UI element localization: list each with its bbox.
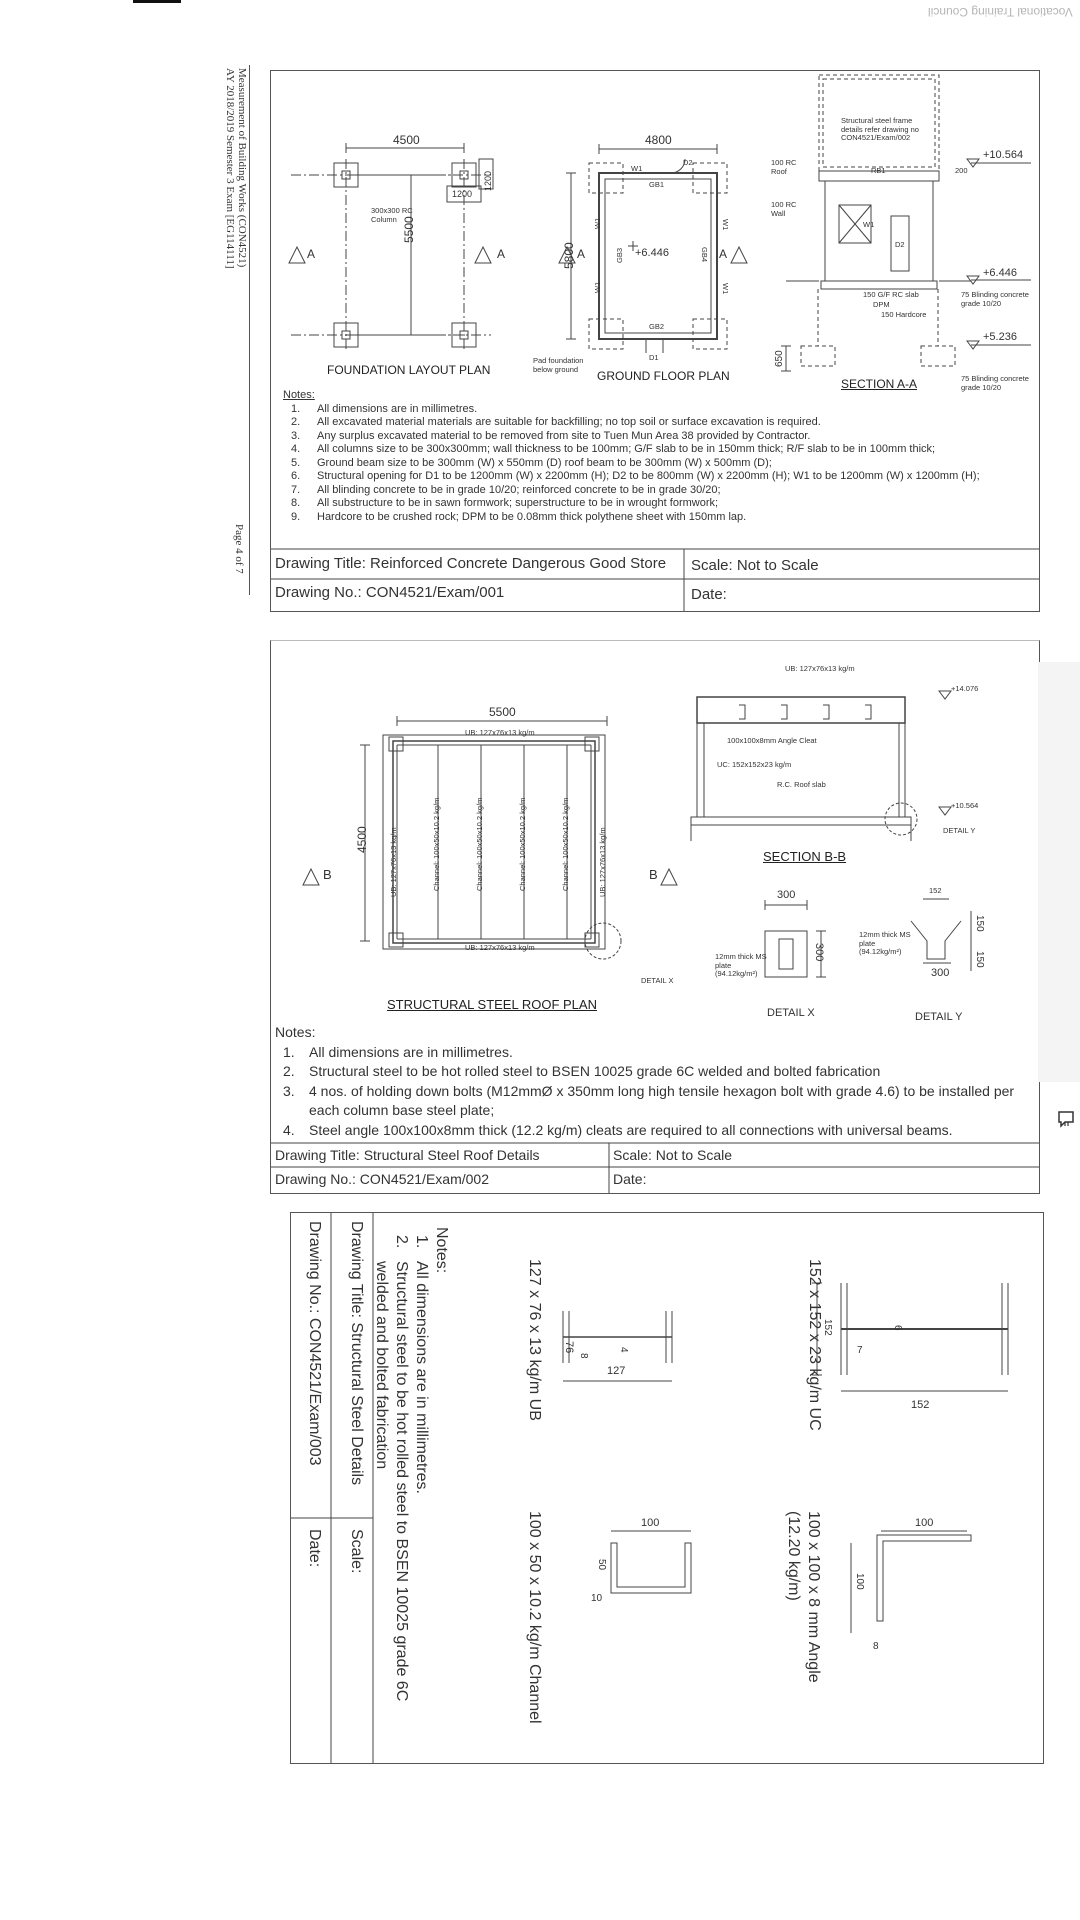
ground-gb2: GB2 — [649, 322, 665, 331]
note-number: 4. — [291, 443, 301, 455]
notes-list — [283, 403, 1023, 525]
detail-x-dim-v: 300 — [813, 943, 825, 962]
ground-dim-width: 4800 — [645, 133, 672, 147]
note-number: 4. — [283, 1121, 295, 1138]
roof-plan-channel-2: Channel: 100x50x10.2 kg/m — [475, 797, 484, 891]
detail-y-dim-152: 152 — [929, 886, 942, 895]
roof-plan-section-b-left: B — [323, 867, 332, 882]
note-text: Ground beam size to be 300mm (W) x 550mm (D) roof beam to be 300mm (W) x 500mm (D); — [317, 456, 772, 469]
title-block-001-scale: Scale: Not to Scale — [691, 557, 819, 574]
title-block-001-number: Drawing No.: CON4521/Exam/001 — [275, 584, 505, 601]
title-block-002-number: Drawing No.: CON4521/Exam/002 — [275, 1171, 489, 1187]
section-blinding-1: 75 Blinding concrete grade 10/20 — [961, 290, 1029, 308]
notes-title: Notes: — [275, 1024, 316, 1040]
title-block-003-date: Date: — [306, 1529, 323, 1568]
uc-dim-152-w: 152 — [911, 1399, 930, 1411]
ub-dim-4: 4 — [618, 1347, 629, 1353]
foundation-dim-1200-b: 1200 — [483, 170, 493, 191]
section-d650: 650 — [774, 350, 785, 367]
note-text: All dimensions are in millimetres. — [309, 1043, 513, 1060]
detail-y-dim-150-b: 150 — [974, 951, 985, 968]
note-number: 2. — [283, 1063, 295, 1079]
section-roof: 100 RC Roof — [771, 158, 797, 176]
title-block-001-title: Drawing Title: Reinforced Concrete Dangerous Good Store — [275, 555, 667, 572]
note-text: All blinding concrete to be in grade 10/20; reinforced concrete to be in grade 30/20; — [317, 483, 721, 496]
foundation-dim-width: 4500 — [393, 133, 420, 147]
roof-plan-ub-bottom: UB: 127x76x13 kg/m — [465, 943, 535, 952]
note-text: All excavated material materials are suitable for backfilling; no top soil or surface excavation is required. — [317, 416, 821, 428]
foundation-section-a-left: A — [307, 247, 316, 261]
section-bb-level-bot: +10.564 — [951, 801, 979, 810]
notes-title: Notes: — [283, 389, 315, 401]
foundation-dim-depth: 5500 — [402, 216, 416, 243]
detail-y-dim-300: 300 — [931, 967, 950, 979]
ground-section-a-right: A — [719, 247, 728, 261]
ground-w1-left-a: W1 — [593, 217, 602, 229]
title-block-001-date: Date: — [691, 586, 727, 603]
ub-dim-76: 76 — [563, 1341, 575, 1354]
section-level-top: +10.564 — [983, 149, 1024, 161]
foundation-column-note: 300x300 RC Column — [371, 206, 413, 224]
detail-y-dim-150-a: 150 — [974, 915, 985, 932]
note-text: Structural opening for D1 to be 1200mm (W) x 2200mm (H); D2 to be 800mm (W) x 2200mm (H); W1 to be 1200mm (W) x 1200mm (H); — [317, 470, 980, 482]
note-text: All dimensions are in millimetres. — [413, 1261, 430, 1494]
roof-plan-section-b-right: B — [649, 867, 658, 882]
note-number: 3. — [291, 429, 301, 442]
note-text: Structural steel to be hot rolled steel to BSEN 10025 grade 6C welded and bolted fabrication — [309, 1063, 881, 1079]
section-d200: 200 — [955, 166, 968, 175]
section-blinding-2: 75 Blinding concrete grade 10/20 — [961, 374, 1029, 392]
roof-plan-dim-width: 5500 — [489, 705, 516, 719]
title-block-002-date: Date: — [613, 1171, 647, 1187]
roof-plan-title: STRUCTURAL STEEL ROOF PLAN — [387, 997, 597, 1012]
roof-plan-dim-depth: 4500 — [355, 826, 369, 853]
watermark: Vocational Training Council — [928, 5, 1073, 19]
ground-gb4: GB4 — [700, 247, 709, 263]
note-text: All substructure to be in sawn formwork; superstructure to be in wrought formwork; — [317, 497, 719, 509]
drawing-sheet-001 — [270, 70, 1040, 612]
note-number: 5. — [291, 456, 301, 469]
note-number: 1. — [291, 402, 301, 415]
section-aa-title: SECTION A-A — [841, 377, 918, 391]
section-frame-note: Structural steel frame details refer drawing no CON4521/Exam/002 — [841, 116, 919, 143]
section-bb-title: SECTION B-B — [763, 849, 847, 864]
ub-dim-127: 127 — [607, 1365, 626, 1377]
side-course: Measurement of Building Works (CON4521) — [236, 68, 248, 268]
note-number: 6. — [291, 470, 301, 482]
drawing-001-notes — [283, 389, 1023, 524]
section-bb-ub: UB: 127x76x13 kg/m — [785, 664, 855, 673]
angle-dim-100-w: 100 — [915, 1517, 934, 1529]
angle-section-title: 100 x 100 x 8 mm Angle (12.20 kg/m) — [785, 1511, 822, 1683]
roof-plan-channel-4: Channel: 100x50x10.2 kg/m — [561, 797, 570, 891]
notes-list — [275, 1043, 1031, 1141]
note-item — [275, 1082, 1031, 1121]
note-item — [283, 484, 1023, 498]
foundation-title: FOUNDATION LAYOUT PLAN — [327, 363, 491, 377]
ground-pad-note: Pad foundation below ground — [533, 356, 584, 374]
channel-section-title: 100 x 50 x 10.2 kg/m Channel — [526, 1511, 543, 1724]
note-item — [283, 443, 1023, 457]
ground-dim-depth: 5800 — [562, 242, 576, 269]
detail-x-plate: 12mm thick MS plate (94.12kg/m²) — [715, 952, 767, 979]
drawing-sheet-003 — [290, 1212, 1044, 1764]
side-scroll-panel[interactable] — [1038, 662, 1080, 1082]
drawing-001-graphics — [271, 71, 1039, 611]
ground-d2: D2 — [683, 158, 693, 167]
note-number: 3. — [283, 1082, 295, 1099]
ground-gb1: GB1 — [649, 180, 665, 189]
note-text: Hardcore to be crushed rock; DPM to be 0.08mm thick polythene sheet with 150mm lap. — [317, 510, 747, 523]
note-number: 2. — [393, 1235, 410, 1249]
title-block-002-title: Drawing Title: Structural Steel Roof Details — [275, 1147, 540, 1163]
note-number: 7. — [291, 483, 301, 496]
comment-icon[interactable] — [1057, 1110, 1075, 1128]
title-block-003-number: Drawing No.: CON4521/Exam/003 — [306, 1221, 323, 1466]
note-item — [283, 511, 1023, 525]
note-item — [275, 1043, 1031, 1063]
section-slab: 150 G/F RC slab — [863, 290, 919, 299]
note-item — [283, 430, 1023, 444]
note-item — [371, 1227, 411, 1727]
ub-section-title: 127 x 76 x 13 kg/m UB — [526, 1259, 543, 1421]
note-number: 2. — [291, 416, 301, 428]
drawing-002-notes — [275, 1023, 1031, 1140]
roof-plan-ub-right: UB: 127x76x13 kg/m — [598, 827, 607, 897]
note-item — [283, 457, 1023, 471]
note-text: Structural steel to be hot rolled steel to BSEN 10025 grade 6C welded and bolted fabrication — [373, 1261, 410, 1702]
channel-dim-10: 10 — [591, 1593, 603, 1604]
roof-plan-ub-left: UB: 127x76x13 kg/m — [389, 827, 398, 897]
note-item — [283, 497, 1023, 511]
roof-plan-detail-x-ref: DETAIL X — [641, 976, 674, 985]
uc-dim-152-h: 152 — [822, 1319, 833, 1336]
roof-plan-channel-1: Channel: 100x50x10.2 kg/m — [432, 797, 441, 891]
note-item — [275, 1062, 1031, 1082]
uc-section-title: 152 x 152 x 23 kg/m UC — [806, 1259, 823, 1431]
ground-level: +6.446 — [635, 247, 669, 259]
page-label: Page 4 of 7 — [233, 524, 245, 574]
ground-w1-top: W1 — [631, 164, 643, 173]
note-item — [283, 416, 1023, 430]
angle-dim-100-h: 100 — [854, 1573, 865, 1590]
section-bb-detail-y-ref: DETAIL Y — [943, 826, 976, 835]
roof-plan-ub-top: UB: 127x76x13 kg/m — [465, 728, 535, 737]
drawing-003-notes — [371, 1227, 451, 1727]
section-w1: W1 — [863, 220, 875, 229]
note-item — [283, 403, 1023, 417]
title-block-002-scale: Scale: Not to Scale — [613, 1147, 733, 1163]
foundation-section-a-right: A — [497, 247, 506, 261]
ground-gb3: GB3 — [615, 247, 624, 263]
note-text: All dimensions are in millimetres. — [317, 402, 478, 415]
side-year: AY 2018/2019 Semester 3 Exam [EG114111] — [224, 68, 236, 269]
section-dpm: DPM — [873, 300, 890, 309]
ground-section-a-left: A — [577, 247, 586, 261]
ground-d1: D1 — [649, 353, 659, 362]
channel-dim-50: 50 — [596, 1559, 607, 1571]
note-item — [283, 470, 1023, 484]
ground-w1-right-a: W1 — [721, 219, 730, 231]
ground-w1-right-b: W1 — [721, 283, 730, 295]
ground-floor-title: GROUND FLOOR PLAN — [597, 369, 730, 383]
section-level-bot: +5.236 — [983, 331, 1017, 343]
detail-y-plate: 12mm thick MS plate (94.12kg/m²) — [859, 930, 911, 957]
note-text: 4 nos. of holding down bolts (M12mmØ x 350mm long high tensile hexagon bolt with grade 4.6) to be installed per each column base steel plate; — [309, 1082, 1015, 1118]
notes-title: Notes: — [433, 1227, 450, 1274]
section-d2: D2 — [895, 240, 905, 249]
ground-w1-left-b: W1 — [593, 281, 602, 293]
section-level-mid: +6.446 — [983, 267, 1017, 279]
title-block-003-scale: Scale: — [348, 1529, 365, 1574]
uc-dim-6: 6 — [892, 1325, 903, 1331]
section-bb-uc: UC: 152x152x23 kg/m — [717, 760, 792, 769]
section-bb-slab: R.C. Roof slab — [777, 780, 826, 789]
comment-icon-svg — [1057, 1110, 1075, 1128]
note-item — [411, 1227, 431, 1727]
section-wall: 100 RC Wall — [771, 200, 797, 218]
uc-dim-7: 7 — [857, 1345, 863, 1356]
drawing-sheet-002 — [270, 640, 1040, 1194]
roof-plan-channel-3: Channel: 100x50x10.2 kg/m — [518, 797, 527, 891]
note-item — [275, 1121, 1031, 1141]
note-number: 1. — [283, 1043, 295, 1060]
detail-x-dim-h: 300 — [777, 889, 796, 901]
angle-dim-8: 8 — [873, 1641, 879, 1652]
foundation-dim-1200-a: 1200 — [452, 189, 473, 199]
note-number: 1. — [413, 1235, 430, 1249]
note-text: All columns size to be 300x300mm; wall thickness to be 100mm; G/F slab to be in 150mm thick; R/F slab to be in 100mm thick; — [317, 443, 936, 455]
note-number: 9. — [291, 510, 301, 523]
note-text: Steel angle 100x100x8mm thick (12.2 kg/m) cleats are required to all connections with universal beams. — [309, 1121, 953, 1138]
notes-list — [371, 1227, 431, 1727]
section-rb1: RB1 — [871, 166, 886, 175]
side-rule — [249, 65, 250, 595]
detail-x-title: DETAIL X — [767, 1007, 815, 1019]
channel-dim-100: 100 — [641, 1517, 660, 1529]
section-bb-level-top: +14.076 — [951, 684, 979, 693]
ub-dim-8: 8 — [578, 1353, 589, 1359]
corner-mark — [133, 0, 181, 3]
section-hardcore: 150 Hardcore — [881, 310, 927, 319]
note-number: 8. — [291, 497, 301, 509]
detail-y-title: DETAIL Y — [915, 1011, 963, 1023]
title-block-003-title: Drawing Title: Structural Steel Details — [348, 1221, 365, 1486]
note-text: Any surplus excavated material to be removed from site to Tuen Mun Area 38 provided by Contractor. — [317, 429, 811, 442]
section-bb-cleat: 100x100x8mm Angle Cleat — [727, 736, 817, 745]
